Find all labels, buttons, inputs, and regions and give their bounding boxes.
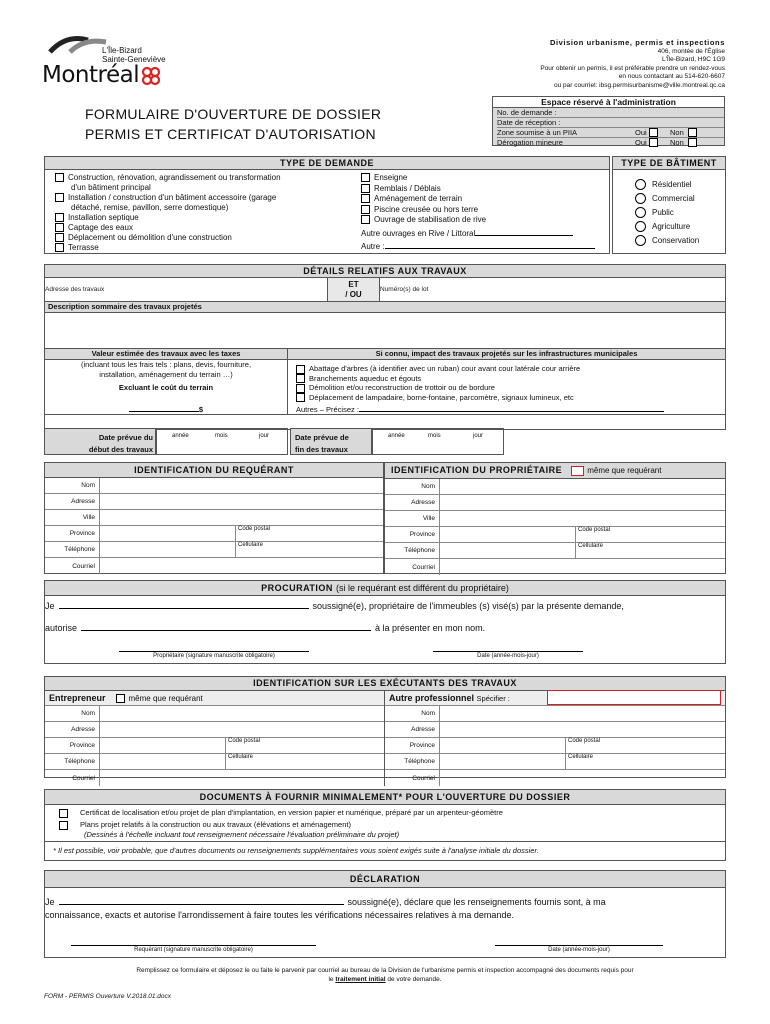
aut-province-row[interactable]: Province Code postal bbox=[385, 738, 725, 754]
demande-item[interactable]: Terrasse bbox=[55, 243, 355, 253]
division-note1: Pour obtenir un permis, il est préférable prendre un rendez-vous bbox=[540, 64, 725, 72]
admin-piia-non-label: Non bbox=[670, 128, 684, 137]
proprio-meme-checkbox[interactable] bbox=[571, 466, 584, 476]
declaration-date-line[interactable]: Date (année-mois-jour) bbox=[495, 945, 663, 954]
declaration-title: DÉCLARATION bbox=[45, 871, 725, 888]
demande-item[interactable]: Construction, rénovation, agrandissement ou transformation bbox=[55, 173, 355, 183]
ent-telephone-row[interactable]: Téléphone Cellulaire bbox=[45, 754, 384, 770]
document-item[interactable]: Certificat de localisation et/ou projet de plan d'implantation, en version papier et numérique, préparé par un arpenteur-géomètre bbox=[59, 808, 725, 818]
valeur-line3: Excluant le coût du terrain bbox=[118, 383, 214, 392]
executants-section bbox=[44, 676, 726, 782]
dollar-sign: $ bbox=[198, 405, 204, 414]
division-note2: en nous contactant au 514-620-6607 bbox=[618, 73, 725, 80]
demande-item-cont: détaché, remise, pavillon, serre domestique) bbox=[71, 203, 229, 212]
admin-derog-non-label: Non bbox=[670, 138, 684, 147]
documents-note: * Il est possible, voir probable, que d'autres documents ou renseignements supplémentaires vous soient exigés suite à l'analyse initiale du dossier. bbox=[45, 841, 725, 860]
req-courriel-row[interactable]: Courriel bbox=[45, 558, 383, 574]
prop-telephone-row[interactable]: Téléphone Cellulaire bbox=[385, 543, 725, 559]
proprietaire-section bbox=[384, 462, 726, 574]
aut-adresse-row[interactable]: Adresse bbox=[385, 722, 725, 738]
footer-text: Remplissez ce formulaire et déposez le ou faite le parvenir par courriel au bureau de la Division de l'urbanisme permis et inspection accompagné des documents requis pour le traitement initial de votre demande. bbox=[40, 966, 730, 984]
details-section bbox=[44, 264, 726, 430]
type-demande-title: TYPE DE DEMANDE bbox=[45, 157, 609, 170]
demande-item[interactable]: Ouvrage de stabilisation de rive bbox=[361, 215, 606, 226]
demande-item[interactable]: Enseigne bbox=[361, 173, 606, 184]
proprietaire-title: IDENTIFICATION DU PROPRIÉTAIRE même que requérant bbox=[385, 463, 725, 479]
demande-item[interactable]: Piscine creusée ou hors terre bbox=[361, 205, 606, 216]
autre-input[interactable] bbox=[385, 248, 595, 249]
req-ville-row[interactable]: Ville bbox=[45, 510, 383, 526]
admin-title: Espace réservé à l'administration bbox=[493, 97, 724, 108]
autre-pro-header: Autre professionnel Spécifier : bbox=[385, 691, 725, 706]
logo-swoosh-icon bbox=[48, 32, 108, 54]
procuration-autorise: autorise bbox=[45, 623, 78, 633]
procuration-title: PROCURATION (si le requérant est différent du propriétaire) bbox=[45, 581, 725, 596]
req-nom-row[interactable]: Nom bbox=[45, 478, 383, 494]
admin-no-demande: No. de demande : bbox=[497, 108, 724, 118]
type-demande-section bbox=[44, 156, 610, 254]
req-adresse-row[interactable]: Adresse bbox=[45, 494, 383, 510]
form-title bbox=[85, 104, 381, 144]
prop-adresse-row[interactable]: Adresse bbox=[385, 495, 725, 511]
date-debut-label: Date prévue du début des travaux bbox=[44, 428, 156, 455]
logo-city: Montréal bbox=[42, 62, 140, 88]
piia-non-checkbox[interactable] bbox=[688, 128, 697, 137]
declaration-name-input[interactable] bbox=[59, 904, 344, 905]
ent-province-row[interactable]: Province Code postal bbox=[45, 738, 384, 754]
document-item-note: (Dessinés à l'échelle incluant tout renseignement nécessaire l'évaluation préliminaire du projet) bbox=[84, 830, 400, 839]
impact-item[interactable]: Abattage d'arbres (à identifier avec un ruban) cour avant cour latérale cour arrière bbox=[296, 364, 725, 374]
date-fin-label: Date prévue de fin des travaux bbox=[290, 428, 372, 455]
division-address2: L'Île-Bizard, H9C 1G9 bbox=[661, 56, 725, 63]
impact-item[interactable]: Déplacement de lampadaire, borne-fontaine, parcomètre, signaux lumineux, etc bbox=[296, 393, 725, 403]
valeur-line1: (incluant tous les frais tels : plans, devis, fourniture, bbox=[80, 360, 252, 369]
declaration-signature-line[interactable]: Requérant (signature manuscrite obligatoire) bbox=[71, 945, 316, 954]
admin-derogation: Dérogation mineure bbox=[497, 138, 563, 147]
procuration-name-input[interactable] bbox=[59, 608, 309, 609]
ent-courriel-row[interactable]: Courriel bbox=[45, 770, 384, 786]
lot-field[interactable]: Numéro(s) de lot bbox=[380, 286, 429, 293]
ent-nom-row[interactable]: Nom bbox=[45, 706, 384, 722]
valeur-input[interactable] bbox=[129, 411, 199, 412]
form-id: FORM - PERMIS Ouverture V.2018.01.docx bbox=[44, 993, 172, 1000]
batiment-option[interactable]: Commercial bbox=[635, 192, 725, 206]
ent-adresse-row[interactable]: Adresse bbox=[45, 722, 384, 738]
documents-section bbox=[44, 789, 726, 861]
aut-courriel-row[interactable]: Courriel bbox=[385, 770, 725, 786]
rive-label: Autre ouvrages en Rive / Littoral bbox=[361, 228, 476, 238]
description-label: Description sommaire des travaux projetés bbox=[45, 302, 725, 313]
autre-label: Autre : bbox=[361, 242, 385, 251]
aut-nom-row[interactable]: Nom bbox=[385, 706, 725, 722]
impact-title: Si connu, impact des travaux projetés sur les infrastructures municipales bbox=[288, 349, 725, 360]
impact-item[interactable]: Démolition et/ou reconstruction de trottoir ou de bordure bbox=[296, 383, 725, 393]
division-title: Division urbanisme, permis et inspections bbox=[549, 38, 725, 47]
form-title-line2: PERMIS ET CERTIFICAT D'AUTORISATION bbox=[85, 126, 376, 142]
prop-province-row[interactable]: Province Code postal bbox=[385, 527, 725, 543]
batiment-option[interactable]: Public bbox=[635, 206, 725, 220]
prop-nom-row[interactable]: Nom bbox=[385, 479, 725, 495]
description-field[interactable] bbox=[45, 313, 725, 349]
demande-item[interactable]: Déplacement ou démolition d'une construction bbox=[55, 233, 355, 243]
executants-title: IDENTIFICATION SUR LES EXÉCUTANTS DES TRAVAUX bbox=[45, 677, 725, 691]
admin-date-reception: Date de réception : bbox=[497, 118, 724, 128]
declaration-je: Je bbox=[45, 897, 55, 907]
demande-item[interactable]: Remblais / Déblais bbox=[361, 184, 606, 195]
declaration-line2: connaissance, exacts et autorise l'arrondissement à faire toutes les vérifications nécessaires relatives à ma demande. bbox=[45, 910, 514, 920]
adresse-travaux-field[interactable]: Adresse des travaux bbox=[45, 278, 328, 301]
procuration-soussigne: soussigné(e), propriétaire de l'immeubles (s) visé(s) par la présente demande, bbox=[312, 601, 624, 611]
demande-item[interactable]: Aménagement de terrain bbox=[361, 194, 606, 205]
req-province-row[interactable]: Province Code postal bbox=[45, 526, 383, 542]
entrepreneur-meme-checkbox[interactable] bbox=[116, 694, 125, 703]
documents-title: DOCUMENTS À FOURNIR MINIMALEMENT* POUR L'OUVERTURE DU DOSSIER bbox=[45, 790, 725, 805]
procuration-section bbox=[44, 580, 726, 664]
derog-non-checkbox[interactable] bbox=[688, 138, 697, 147]
montreal-flower-icon bbox=[140, 65, 162, 87]
requerant-section bbox=[44, 462, 384, 574]
valeur-title: Valeur estimée des travaux avec les taxes bbox=[45, 349, 287, 360]
impact-item[interactable]: Branchements aqueduc et égouts bbox=[296, 374, 725, 384]
entrepreneur-header: Entrepreneur même que requérant bbox=[45, 691, 384, 706]
et-ou-label: ET / OU bbox=[328, 278, 380, 301]
prop-courriel-row[interactable]: Courriel bbox=[385, 559, 725, 575]
demande-item[interactable]: Installation / construction d'un bâtiment accessoire (garage bbox=[55, 193, 355, 203]
procuration-presenter: à la présenter en mon nom. bbox=[375, 623, 486, 633]
type-batiment-section bbox=[612, 156, 726, 254]
piia-oui-checkbox[interactable] bbox=[649, 128, 658, 137]
procuration-je: Je bbox=[45, 601, 55, 611]
type-batiment-title: TYPE DE BÂTIMENT bbox=[613, 157, 725, 170]
logo-line1: L'Île-Bizard bbox=[102, 46, 142, 55]
autre-pro-specifier-input[interactable] bbox=[547, 690, 721, 705]
footer-line1: Remplissez ce formulaire et déposez le ou faite le parvenir par courriel au bureau de la Division de l'urbanisme permis et inspection accompagné des documents requis pour bbox=[136, 967, 634, 974]
batiment-option[interactable]: Résidentiel bbox=[635, 178, 725, 192]
derog-oui-checkbox[interactable] bbox=[649, 138, 658, 147]
autres-input[interactable] bbox=[359, 411, 664, 412]
demande-item[interactable]: Installation septique bbox=[55, 213, 355, 223]
division-address1: 406, montée de l'Église bbox=[657, 47, 725, 55]
demande-item-cont: d'un bâtiment principal bbox=[71, 183, 151, 192]
aut-telephone-row[interactable]: Téléphone Cellulaire bbox=[385, 754, 725, 770]
dates-row bbox=[44, 428, 504, 455]
division-note3: ou par courriel: ibsg.permisurbanisme@ville.montreal.qc.ca bbox=[554, 81, 725, 89]
form-title-line1: FORMULAIRE D'OUVERTURE DE DOSSIER bbox=[85, 106, 382, 122]
date-fin-field[interactable]: année mois jour bbox=[372, 428, 504, 455]
declaration-line1: soussigné(e), déclare que les renseignements fournis sont, à ma bbox=[347, 897, 606, 907]
declaration-section bbox=[44, 870, 726, 958]
batiment-option[interactable]: Conservation bbox=[635, 234, 725, 248]
document-item[interactable]: Plans projet relatifs à la construction ou aux travaux (élévations et aménagement) bbox=[59, 820, 725, 830]
admin-box bbox=[492, 96, 725, 146]
details-title: DÉTAILS RELATIFS AUX TRAVAUX bbox=[45, 265, 725, 278]
proprio-meme-label: même que requérant bbox=[587, 466, 662, 475]
requerant-title: IDENTIFICATION DU REQUÉRANT bbox=[45, 463, 383, 478]
autres-label: Autres – Précisez : bbox=[296, 405, 359, 415]
rive-input[interactable] bbox=[475, 235, 573, 236]
logo bbox=[40, 32, 200, 92]
procuration-autorise-input[interactable] bbox=[81, 630, 371, 631]
division-info bbox=[540, 39, 725, 90]
admin-zone-piia: Zone soumise à un PIIA bbox=[497, 128, 578, 137]
date-debut-field[interactable]: année mois jour bbox=[156, 428, 288, 455]
procuration-date-line[interactable]: Date (année-mois-jour) bbox=[433, 651, 583, 660]
batiment-option[interactable]: Agriculture bbox=[635, 220, 725, 234]
prop-ville-row[interactable]: Ville bbox=[385, 511, 725, 527]
logo-line2: Sainte-Geneviève bbox=[102, 55, 166, 64]
procuration-signature-line[interactable]: Propriétaire (signature manuscrite obligatoire) bbox=[119, 651, 309, 660]
req-telephone-row[interactable]: Téléphone Cellulaire bbox=[45, 542, 383, 558]
admin-derog-oui-label: Oui bbox=[635, 138, 647, 147]
demande-item[interactable]: Captage des eaux bbox=[55, 223, 355, 233]
valeur-line2: installation, aménagement du terrain …) bbox=[99, 370, 233, 379]
admin-piia-oui-label: Oui bbox=[635, 128, 647, 137]
